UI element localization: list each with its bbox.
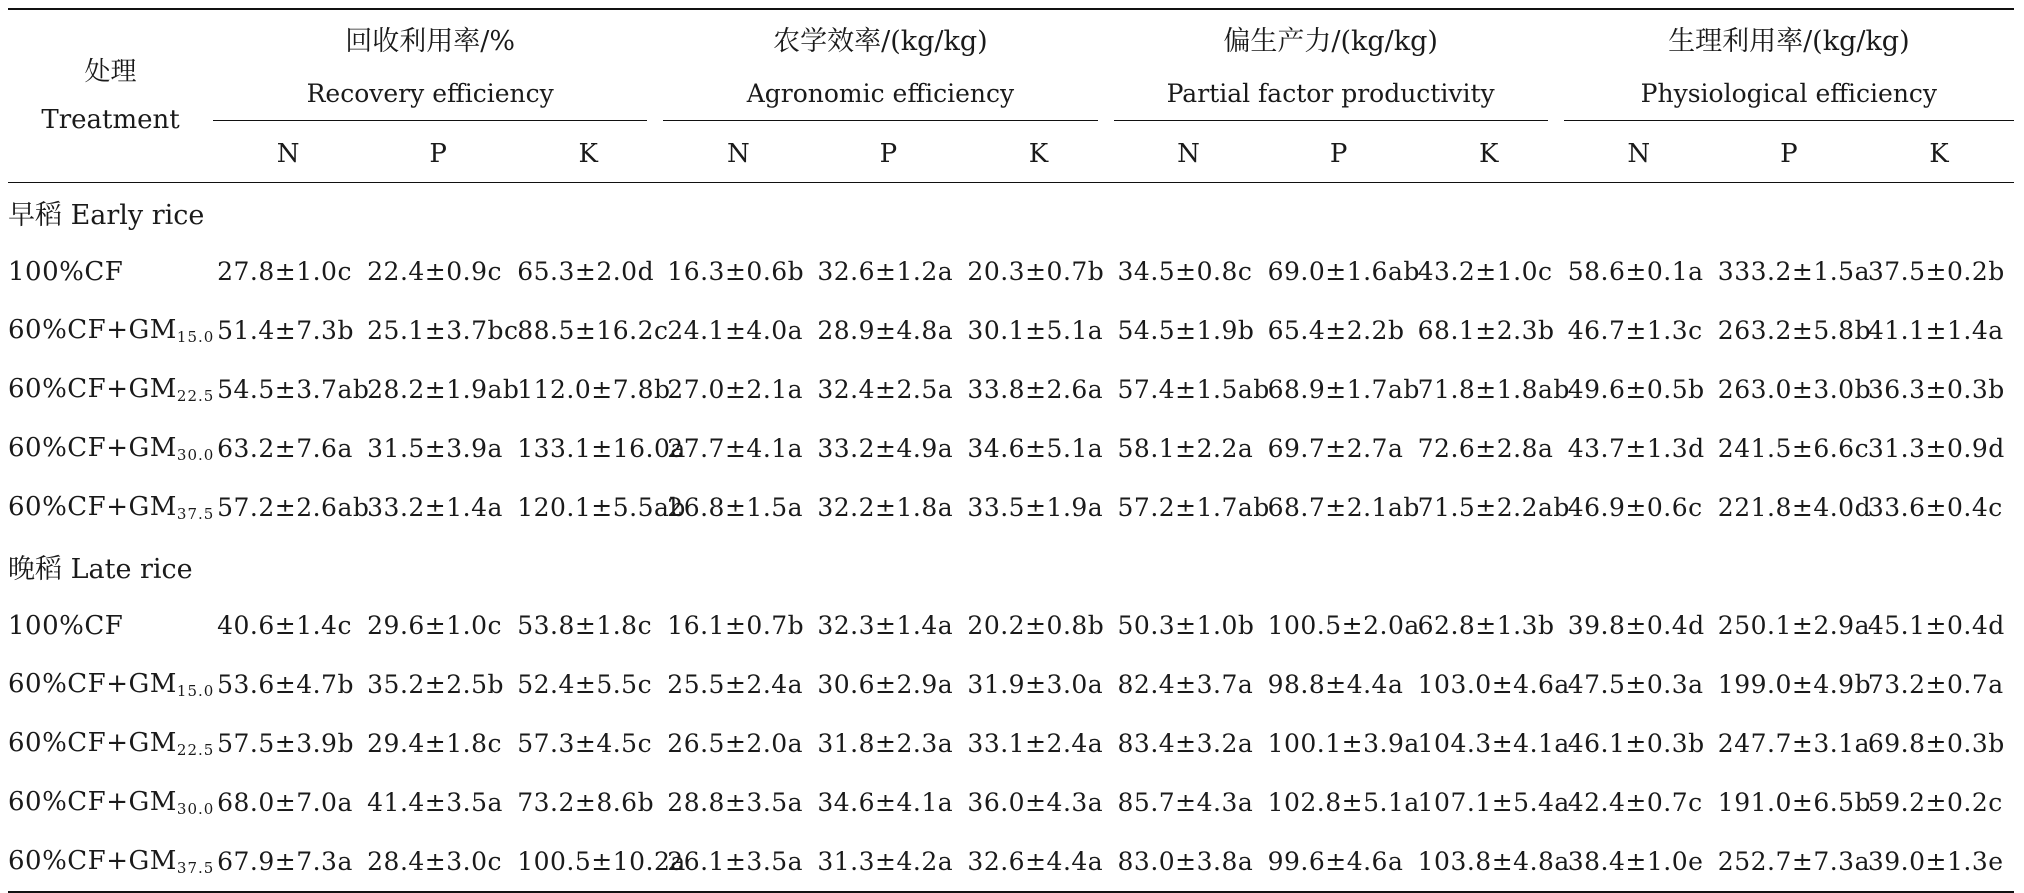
table-cell: 263.0±3.0b: [1717, 375, 1872, 404]
table-cell: 43.7±1.3d: [1567, 434, 1705, 463]
table-cell: 73.2±8.6b: [517, 788, 655, 817]
nutrient-header: N: [663, 126, 813, 183]
treatment-label-text: 60%CF+GM: [8, 846, 177, 876]
table-cell: 250.1±2.9a: [1717, 611, 1870, 640]
table-cell: 133.1±16.0a: [517, 434, 686, 463]
table-cell: 52.4±5.5c: [517, 670, 653, 699]
table-cell: 32.4±2.5a: [817, 375, 954, 404]
group-header-zh: 农学效率/(kg/kg): [773, 25, 988, 57]
table-cell: 107.1±5.4a: [1417, 788, 1570, 817]
table-cell: 40.6±1.4c: [217, 611, 352, 640]
table-cell: 88.5±16.2c: [517, 316, 669, 345]
table-cell: 28.8±3.5a: [667, 788, 804, 817]
table-cell: 73.2±0.7a: [1867, 670, 2004, 699]
treatment-label-text: 100%CF: [8, 256, 124, 287]
header-row-nutrients: [8, 126, 2014, 183]
table-cell: 47.5±0.3a: [1567, 670, 1704, 699]
table-cell: 34.6±5.1a: [967, 434, 1104, 463]
treatment-label-text: 100%CF: [8, 610, 124, 641]
table-cell: 30.6±2.9a: [817, 670, 954, 699]
table-cell: 35.2±2.5b: [367, 670, 505, 699]
nutrient-header: N: [1564, 126, 1714, 183]
table-cell: 69.7±2.7a: [1267, 434, 1404, 463]
table-cell: 28.9±4.8a: [817, 316, 954, 345]
treatment-label-text: 60%CF+GM: [8, 433, 177, 463]
treatment-label: [8, 242, 213, 301]
table-cell: 31.9±3.0a: [967, 670, 1104, 699]
table-cell: 50.3±1.0b: [1117, 611, 1255, 640]
table-cell: 24.1±4.0a: [667, 316, 804, 345]
table-cell: 27.0±2.1a: [667, 375, 804, 404]
table-cell: 34.6±4.1a: [817, 788, 954, 817]
treatment-label-text: 60%CF+GM: [8, 374, 177, 404]
table-cell: 37.5±0.2b: [1867, 257, 2005, 286]
table-cell: 27.7±4.1a: [667, 434, 804, 463]
nutrient-header: N: [1114, 126, 1264, 183]
treatment-header: [8, 9, 213, 183]
table-cell: 68.9±1.7ab: [1267, 375, 1420, 404]
table-cell: 54.5±1.9b: [1117, 316, 1255, 345]
table-cell: 62.8±1.3b: [1417, 611, 1555, 640]
header-row-groups: [8, 9, 2014, 126]
table-cell: 27.8±1.0c: [217, 257, 352, 286]
treatment-label: [8, 301, 213, 360]
table-cell: 63.2±7.6a: [217, 434, 353, 463]
section-title: 晚稻 Late rice: [8, 554, 193, 585]
table-cell: 39.0±1.3e: [1867, 847, 2004, 876]
table-cell: 32.6±4.4a: [967, 847, 1104, 876]
table-cell: 20.2±0.8b: [967, 611, 1105, 640]
group-header-en: Partial factor productivity: [1166, 78, 1495, 108]
table-cell: 33.2±1.4a: [367, 493, 503, 522]
table-cell: 102.8±5.1a: [1267, 788, 1420, 817]
table-cell: 71.8±1.8ab: [1417, 375, 1570, 404]
table-cell: 69.0±1.6ab: [1267, 257, 1420, 286]
table-cell: 103.8±4.8a: [1417, 847, 1570, 876]
table-cell: 68.1±2.3b: [1417, 316, 1555, 345]
treatment-label-subscript: 15.0: [176, 328, 215, 346]
group-header: [1564, 9, 2014, 126]
nutrient-header: K: [513, 126, 663, 183]
treatment-label-subscript: 22.5: [176, 387, 215, 405]
table-cell: 46.9±0.6c: [1567, 493, 1703, 522]
table-cell: 247.7±3.1a: [1717, 729, 1870, 758]
table-cell: 31.8±2.3a: [817, 729, 954, 758]
table-cell: 22.4±0.9c: [367, 257, 503, 286]
treatment-label: [8, 419, 213, 478]
nutrient-header: K: [1414, 126, 1564, 183]
nutrient-header: P: [1264, 126, 1414, 183]
table-row: [8, 301, 2014, 360]
table-cell: 241.5±6.6c: [1717, 434, 1870, 463]
nutrient-header: P: [1714, 126, 1864, 183]
table-cell: 33.5±1.9a: [967, 493, 1104, 522]
treatment-header-zh: 处理: [84, 57, 137, 87]
table-cell: 71.5±2.2ab: [1417, 493, 1570, 522]
efficiency-table: [8, 8, 2014, 893]
table-cell: 32.6±1.2a: [817, 257, 954, 286]
table-cell: 39.8±0.4d: [1567, 611, 1705, 640]
table-cell: 72.6±2.8a: [1417, 434, 1554, 463]
table-cell: 57.5±3.9b: [217, 729, 354, 758]
table-row: [8, 360, 2014, 419]
table-cell: 30.1±5.1a: [967, 316, 1104, 345]
group-header-zh: 偏生产力/(kg/kg): [1223, 25, 1438, 57]
table-cell: 59.2±0.2c: [1867, 788, 2003, 817]
table-cell: 54.5±3.7ab: [217, 375, 370, 404]
table-cell: 43.2±1.0c: [1417, 257, 1553, 286]
table-cell: 33.1±2.4a: [967, 729, 1104, 758]
section-row: [8, 183, 2014, 243]
table-cell: 49.6±0.5b: [1567, 375, 1705, 404]
treatment-label: [8, 478, 213, 537]
section-title: 早稻 Early rice: [8, 200, 205, 231]
table-cell: 65.4±2.2b: [1267, 316, 1405, 345]
nutrient-header: N: [213, 126, 363, 183]
table-cell: 26.5±2.0a: [667, 729, 804, 758]
table-cell: 57.2±2.6ab: [217, 493, 370, 522]
table-cell: 252.7±7.3a: [1717, 847, 1870, 876]
table-cell: 104.3±4.1a: [1417, 729, 1570, 758]
table-cell: 103.0±4.6a: [1417, 670, 1570, 699]
table-cell: 68.7±2.1ab: [1267, 493, 1420, 522]
table-cell: 53.8±1.8c: [517, 611, 653, 640]
treatment-label-text: 60%CF+GM: [8, 492, 177, 522]
table-cell: 36.3±0.3b: [1867, 375, 2005, 404]
group-header: [663, 9, 1113, 126]
table-cell: 26.8±1.5a: [667, 493, 804, 522]
treatment-label-text: 60%CF+GM: [8, 669, 177, 699]
treatment-label: [8, 360, 213, 419]
treatment-label-subscript: 30.0: [176, 800, 215, 818]
group-header: [1114, 9, 1564, 126]
table-row: [8, 832, 2014, 892]
treatment-label-text: 60%CF+GM: [8, 787, 177, 817]
table-cell: 41.1±1.4a: [1867, 316, 2004, 345]
treatment-label: [8, 714, 213, 773]
table-cell: 98.8±4.4a: [1267, 670, 1404, 699]
table-cell: 33.2±4.9a: [817, 434, 954, 463]
table-cell: 29.6±1.0c: [367, 611, 503, 640]
table-cell: 38.4±1.0e: [1567, 847, 1704, 876]
table-cell: 20.3±0.7b: [967, 257, 1105, 286]
table-cell: 263.2±5.8b: [1717, 316, 1872, 345]
table-cell: 28.4±3.0c: [367, 847, 503, 876]
table-row: [8, 242, 2014, 301]
table-cell: 16.3±0.6b: [667, 257, 805, 286]
table-cell: 67.9±7.3a: [217, 847, 353, 876]
group-header: [213, 9, 663, 126]
table-cell: 221.8±4.0d: [1717, 493, 1872, 522]
treatment-label-subscript: 22.5: [176, 741, 215, 759]
table-cell: 83.4±3.2a: [1117, 729, 1254, 758]
nutrient-header: K: [1864, 126, 2014, 183]
table-cell: 16.1±0.7b: [667, 611, 805, 640]
table-cell: 57.2±1.7ab: [1117, 493, 1270, 522]
table-cell: 32.3±1.4a: [817, 611, 954, 640]
table-row: [8, 419, 2014, 478]
treatment-label: [8, 832, 213, 892]
table-cell: 82.4±3.7a: [1117, 670, 1254, 699]
treatment-header-en: Treatment: [41, 105, 180, 135]
table-row: [8, 655, 2014, 714]
table-cell: 57.3±4.5c: [517, 729, 653, 758]
table-cell: 100.5±2.0a: [1267, 611, 1420, 640]
table-cell: 100.1±3.9a: [1267, 729, 1420, 758]
table-cell: 68.0±7.0a: [217, 788, 353, 817]
table-row: [8, 478, 2014, 537]
table-cell: 58.1±2.2a: [1117, 434, 1254, 463]
table-cell: 100.5±10.2a: [517, 847, 686, 876]
table-cell: 51.4±7.3b: [217, 316, 354, 345]
treatment-label-subscript: 37.5: [176, 505, 215, 523]
treatment-label-subscript: 15.0: [176, 682, 215, 700]
treatment-label-subscript: 30.0: [176, 446, 215, 464]
treatment-label: [8, 596, 213, 655]
table-cell: 31.3±4.2a: [817, 847, 954, 876]
table-row: [8, 596, 2014, 655]
table-cell: 333.2±1.5a: [1717, 257, 1870, 286]
table-cell: 191.0±6.5b: [1717, 788, 1872, 817]
table-cell: 33.6±0.4c: [1867, 493, 2003, 522]
group-header-zh: 回收利用率/%: [345, 25, 516, 57]
table-cell: 29.4±1.8c: [367, 729, 503, 758]
table-cell: 112.0±7.8b: [517, 375, 671, 404]
table-cell: 32.2±1.8a: [817, 493, 954, 522]
group-header-en: Agronomic efficiency: [746, 78, 1015, 108]
table-cell: 36.0±4.3a: [967, 788, 1104, 817]
table-cell: 83.0±3.8a: [1117, 847, 1254, 876]
table-cell: 57.4±1.5ab: [1117, 375, 1270, 404]
section-row: [8, 537, 2014, 596]
table-row: [8, 773, 2014, 832]
table-cell: 99.6±4.6a: [1267, 847, 1404, 876]
table-cell: 53.6±4.7b: [217, 670, 354, 699]
group-header-zh: 生理利用率/(kg/kg): [1668, 25, 1910, 57]
nutrient-header: P: [813, 126, 963, 183]
table-cell: 25.5±2.4a: [667, 670, 804, 699]
nutrient-header: P: [363, 126, 513, 183]
treatment-label-subscript: 37.5: [176, 859, 215, 877]
table-cell: 34.5±0.8c: [1117, 257, 1253, 286]
table-cell: 41.4±3.5a: [367, 788, 503, 817]
group-header-en: Recovery efficiency: [306, 78, 554, 108]
table-cell: 26.1±3.5a: [667, 847, 804, 876]
table-cell: 120.1±5.5ab: [517, 493, 686, 522]
table-row: [8, 714, 2014, 773]
table-cell: 69.8±0.3b: [1867, 729, 2005, 758]
treatment-label-text: 60%CF+GM: [8, 728, 177, 758]
table-cell: 199.0±4.9b: [1717, 670, 1872, 699]
treatment-label: [8, 655, 213, 714]
table-cell: 45.1±0.4d: [1867, 611, 2005, 640]
treatment-label-text: 60%CF+GM: [8, 315, 177, 345]
table-cell: 58.6±0.1a: [1567, 257, 1704, 286]
table-cell: 46.1±0.3b: [1567, 729, 1705, 758]
group-header-en: Physiological efficiency: [1640, 78, 1938, 108]
table-cell: 28.2±1.9ab: [367, 375, 520, 404]
table-cell: 25.1±3.7bc: [367, 316, 519, 345]
table-cell: 33.8±2.6a: [967, 375, 1104, 404]
table-cell: 65.3±2.0d: [517, 257, 655, 286]
table-cell: 31.3±0.9d: [1867, 434, 2005, 463]
treatment-label: [8, 773, 213, 832]
nutrient-header: K: [963, 126, 1113, 183]
table-cell: 42.4±0.7c: [1567, 788, 1703, 817]
table-cell: 31.5±3.9a: [367, 434, 503, 463]
table-cell: 85.7±4.3a: [1117, 788, 1254, 817]
table-cell: 46.7±1.3c: [1567, 316, 1703, 345]
